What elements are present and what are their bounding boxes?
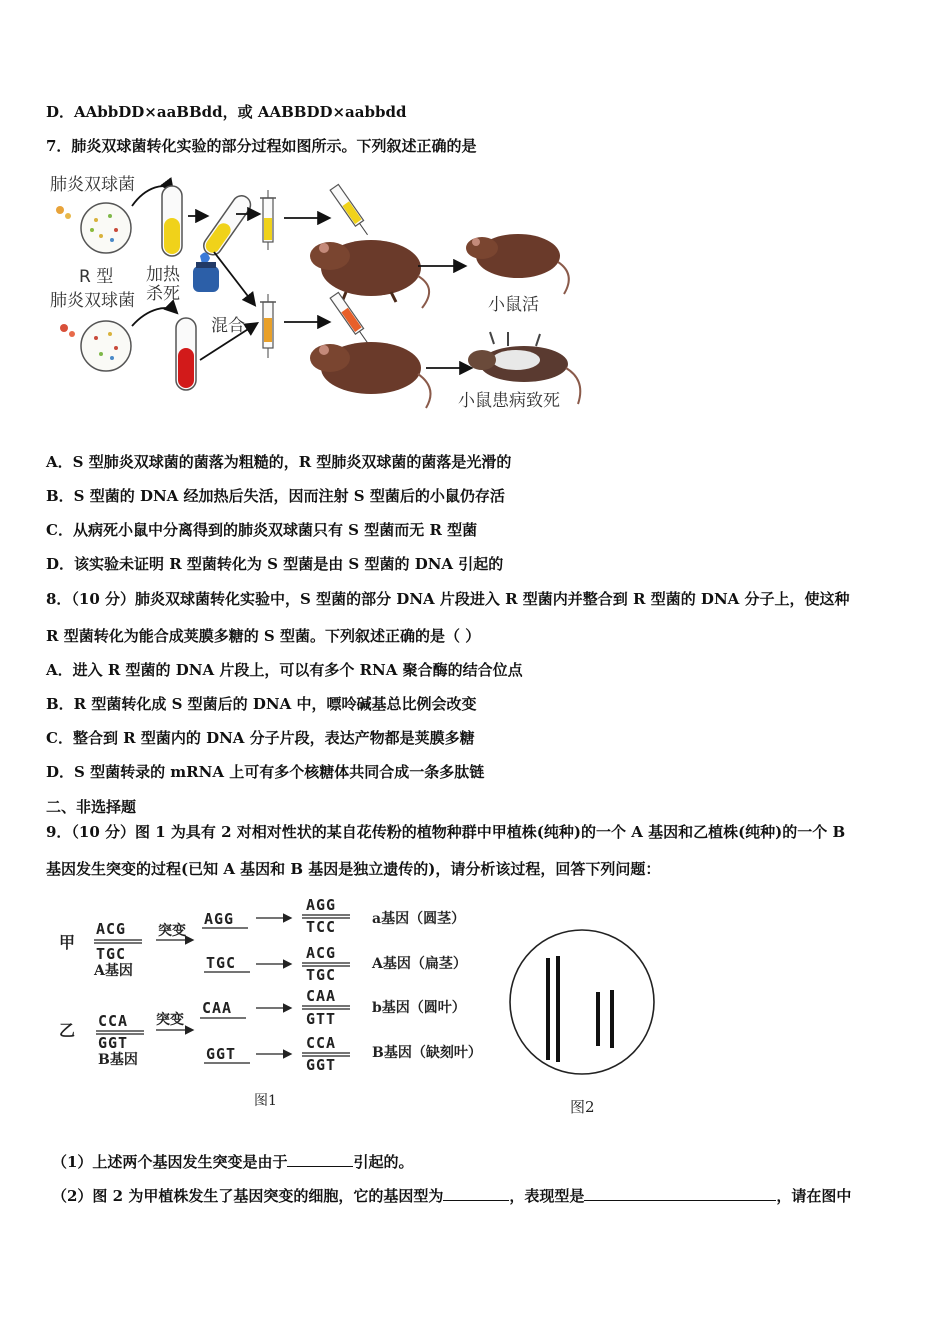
figure1-lines bbox=[56, 892, 496, 1120]
q8-stem-line1: 8．（10 分）肺炎双球菌转化实验中，S 型菌的部分 DNA 片段进入 R 型菌内并整合到 R 型菌的 DNA 分子上，使这种 bbox=[46, 590, 850, 608]
q7-diagram bbox=[46, 168, 606, 418]
label-r-type: R 型 bbox=[79, 267, 114, 287]
a-gene-bottom: TCC bbox=[306, 918, 337, 936]
syringe-mouse-top bbox=[330, 184, 371, 237]
red-test-tube bbox=[176, 318, 196, 390]
syringe-mouse-bottom bbox=[330, 292, 371, 345]
yi-top-strand: CCA bbox=[98, 1012, 129, 1030]
q9-sub1-post: 引起的。 bbox=[353, 1153, 414, 1171]
q8-option-d: D．S 型菌转录的 mRNA 上可有多个核糖体共同合成一条多肽链 bbox=[46, 763, 485, 781]
b-gene-top: CAA bbox=[306, 987, 337, 1005]
q9-sub1-blank[interactable] bbox=[287, 1152, 353, 1167]
q7-option-a: A．S 型肺炎双球菌的菌落为粗糙的，R 型肺炎双球菌的菌落是光滑的 bbox=[46, 453, 512, 471]
a-gene-label: a基因（圆茎） bbox=[372, 911, 466, 927]
mouse-top bbox=[310, 240, 429, 308]
label-mouse-dead: 小鼠患病致死 bbox=[458, 391, 560, 411]
q9-sub2-blank-genotype[interactable] bbox=[443, 1186, 509, 1201]
q7-option-c: C．从病死小鼠中分离得到的肺炎双球菌只有 S 型菌而无 R 型菌 bbox=[46, 521, 478, 539]
r-petri-dish bbox=[60, 321, 131, 371]
q9-figure2 bbox=[506, 920, 666, 1120]
q9-stem-line2: 基因发生突变的过程(已知 A 基因和 B 基因是独立遗传的)，请分析该过程，回答下列问题： bbox=[46, 860, 661, 878]
s-petri-dish bbox=[56, 203, 131, 253]
q9-sub2-post: ，请在图中 bbox=[776, 1187, 852, 1205]
q9-sub2 bbox=[52, 1186, 851, 1206]
q9-sub1-pre: （1）上述两个基因发生突变是由于 bbox=[52, 1153, 288, 1171]
heated-tube bbox=[200, 192, 254, 258]
label-mouse-alive: 小鼠活 bbox=[488, 295, 539, 315]
label-yi: 乙 bbox=[59, 1021, 76, 1040]
q7-option-b: B．S 型菌的 DNA 经加热后失活，因而注射 S 型菌后的小鼠仍存活 bbox=[46, 487, 505, 505]
q7-option-d: D．该实验未证明 R 型菌转化为 S 型菌是由 S 型菌的 DNA 引起的 bbox=[46, 555, 504, 573]
A-gene-label: A基因（扁茎） bbox=[372, 956, 467, 972]
figure2-caption: 图2 bbox=[570, 1098, 595, 1116]
jia-mut-top: AGG bbox=[204, 910, 235, 928]
mouse-dead bbox=[468, 332, 580, 404]
B-gene-top: CCA bbox=[306, 1034, 337, 1052]
jia-gene-label: A基因 bbox=[94, 963, 133, 979]
jia-mutation-label: 突变 bbox=[158, 923, 186, 939]
q6-option-d: D．AAbbDD×aaBBdd，或 AABBDD×aabbdd bbox=[46, 103, 407, 121]
label-mix: 混合 bbox=[211, 316, 245, 336]
B-gene-label: B基因（缺刻叶） bbox=[372, 1045, 482, 1061]
label-jia: 甲 bbox=[59, 933, 76, 952]
yi-mut-bottom: GGT bbox=[206, 1045, 237, 1063]
q7-figure bbox=[46, 168, 606, 418]
label-kill: 杀死 bbox=[146, 284, 180, 304]
q8-stem-line2: R 型菌转化为能合成荚膜多糖的 S 型菌。下列叙述正确的是（ ） bbox=[46, 627, 481, 645]
alcohol-burner bbox=[193, 252, 219, 292]
yi-gene-label: B基因 bbox=[98, 1052, 138, 1068]
jia-bottom-strand: TGC bbox=[96, 945, 127, 963]
yellow-test-tube bbox=[162, 186, 182, 256]
b-gene-label: b基因（圆叶） bbox=[372, 1000, 466, 1016]
jia-mut-bottom: TGC bbox=[206, 954, 237, 972]
figure1-caption: 图1 bbox=[254, 1093, 277, 1109]
mouse-alive bbox=[466, 234, 569, 294]
q9-sub1 bbox=[52, 1152, 413, 1172]
figure2-cell bbox=[506, 920, 666, 1090]
jia-top-strand: ACG bbox=[96, 920, 127, 938]
yi-bottom-strand: GGT bbox=[98, 1034, 129, 1052]
q9-stem-line1: 9．（10 分）图 1 为具有 2 对相对性状的某自花传粉的植物种群中甲植株(纯种)的一个 A 基因和乙植株(纯种)的一个 B bbox=[46, 823, 846, 841]
q8-option-a: A．进入 R 型菌的 DNA 片段上，可以有多个 RNA 聚合酶的结合位点 bbox=[46, 661, 523, 679]
a-gene-top: AGG bbox=[306, 896, 337, 914]
section2-heading: 二、非选择题 bbox=[46, 798, 137, 816]
q7-stem: 7．肺炎双球菌转化实验的部分过程如图所示。下列叙述正确的是 bbox=[46, 137, 477, 155]
label-s-bacteria: 肺炎双球菌 bbox=[50, 175, 135, 195]
yi-mutation-label: 突变 bbox=[156, 1012, 184, 1028]
q8-option-b: B．R 型菌转化成 S 型菌后的 DNA 中，嘌呤碱基总比例会改变 bbox=[46, 695, 477, 713]
b-gene-bottom: GTT bbox=[306, 1010, 337, 1028]
A-gene-top: ACG bbox=[306, 944, 337, 962]
syringe-top bbox=[260, 190, 276, 250]
A-gene-bottom: TGC bbox=[306, 966, 337, 984]
yi-mut-top: CAA bbox=[202, 999, 233, 1017]
label-r-bacteria: 肺炎双球菌 bbox=[50, 291, 135, 311]
B-gene-bottom: GGT bbox=[306, 1056, 337, 1074]
label-heat: 加热 bbox=[146, 265, 180, 285]
mouse-bottom bbox=[310, 342, 431, 408]
q9-sub2-mid: ，表现型是 bbox=[509, 1187, 585, 1205]
q9-sub2-blank-phenotype[interactable] bbox=[584, 1186, 776, 1201]
q9-figure1 bbox=[56, 892, 496, 1120]
q8-option-c: C．整合到 R 型菌内的 DNA 分子片段，表达产物都是荚膜多糖 bbox=[46, 729, 475, 747]
q9-sub2-pre: （2）图 2 为甲植株发生了基因突变的细胞，它的基因型为 bbox=[52, 1187, 444, 1205]
syringe-mix bbox=[260, 294, 276, 358]
